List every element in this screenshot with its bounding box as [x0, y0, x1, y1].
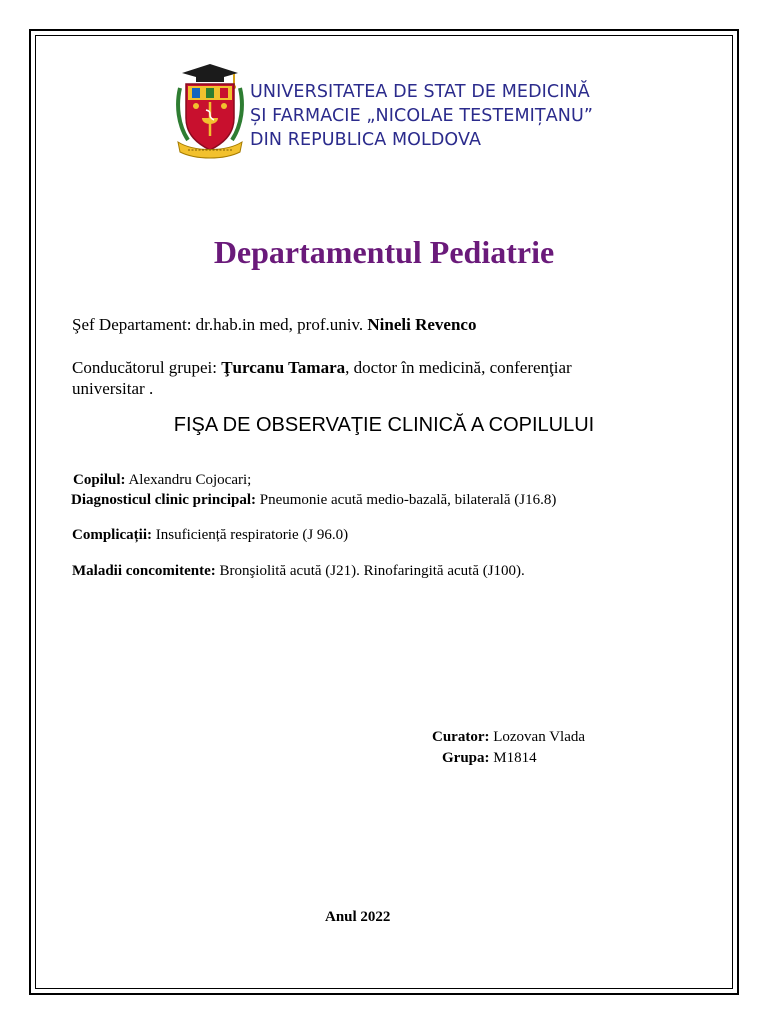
diagnosis-value: Pneumonie acută medio-bazală, bilaterală (J16.8)	[256, 492, 557, 508]
diagnosis-line	[71, 492, 556, 509]
department-head-line	[72, 315, 476, 335]
university-name-line3: DIN REPUBLICA MOLDOVA	[250, 130, 482, 150]
curator-line	[432, 729, 585, 746]
group-value: M1814	[489, 750, 537, 766]
group-leader-name: Ţurcanu Tamara	[221, 358, 346, 377]
complications-line	[72, 527, 348, 544]
group-line	[442, 750, 537, 767]
group-label: Grupa:	[442, 750, 490, 766]
university-name	[250, 80, 593, 152]
complications-label: Complicații:	[72, 527, 152, 543]
diagnosis-label: Diagnosticul clinic principal:	[71, 492, 257, 508]
university-name-line1: UNIVERSITATEA DE STAT DE MEDICINĂ	[250, 82, 590, 102]
comorbidities-value: Bronşiolită acută (J21). Rinofaringită acută (J100).	[215, 563, 525, 579]
comorbidities-line	[72, 563, 525, 580]
group-leader-line2: universitar .	[72, 379, 154, 398]
department-head-label: Şef Departament: dr.hab.in med, prof.univ.	[72, 315, 368, 334]
university-crest-logo	[174, 60, 246, 160]
curator-value: Lozovan Vlada	[489, 729, 586, 745]
comorbidities-label: Maladii concomitente:	[72, 563, 216, 579]
child-value: Alexandru Cojocari;	[125, 472, 252, 488]
group-leader-label: Conducătorul grupei:	[72, 358, 222, 377]
curator-label: Curator:	[432, 729, 490, 745]
department-head-name: Nineli Revenco	[367, 315, 477, 334]
page-border-inner	[35, 35, 733, 989]
group-leader-line	[72, 358, 572, 378]
year-label: Anul 2022	[325, 909, 391, 925]
child-label: Copilul:	[73, 472, 126, 488]
university-name-line2: ȘI FARMACIE „NICOLAE TESTEMIȚANU”	[250, 106, 594, 126]
department-title: Departamentul Pediatrie	[213, 234, 555, 270]
child-line	[73, 472, 251, 489]
complications-value: Insuficiență respiratorie (J 96.0)	[152, 527, 349, 543]
group-leader-title: , doctor în medicină, conferenţiar	[345, 358, 572, 377]
form-title: FIŞA DE OBSERVAŢIE CLINICĂ A COPILULUI	[173, 414, 595, 436]
